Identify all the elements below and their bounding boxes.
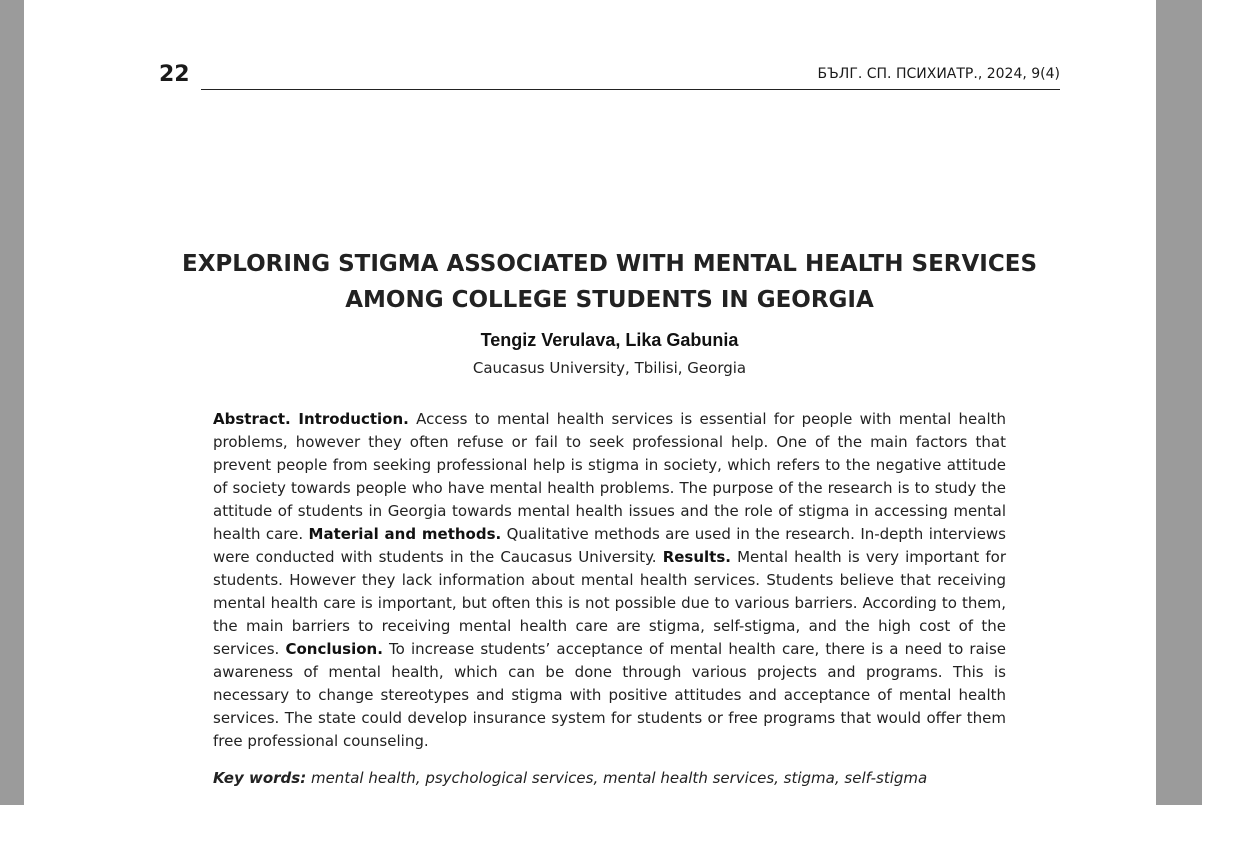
- document-page: [24, 0, 1156, 805]
- abstract-methods-label: Material and methods.: [308, 525, 502, 543]
- article-affiliation: Caucasus University, Tbilisi, Georgia: [472, 359, 747, 377]
- header-rule: [201, 89, 1060, 90]
- article-authors: Tengiz Verulava, Lika Gabunia: [480, 330, 739, 350]
- abstract-results-label: Results.: [662, 548, 731, 566]
- abstract-conclusion-text: To increase students’ acceptance of mental health care, there is a need to raise awareness of mental health, which can be done through various projects and programs. This is necessary to change stereotypes and stigma with positive attitudes and acceptance of mental health services. The state could develop insurance system for students or free programs that would offer them free professional counseling.: [213, 640, 1006, 750]
- abstract-paragraph: [213, 408, 1006, 753]
- keywords-line: [213, 767, 1006, 790]
- article-title: [174, 246, 1045, 318]
- keywords-text: mental health, psychological services, mental health services, stigma, self-stigma: [306, 769, 928, 787]
- journal-running-head: БЪЛГ. СП. ПСИХИАТР., 2024, 9(4): [817, 66, 1060, 82]
- abstract-intro-label: Abstract. Introduction.: [213, 410, 409, 428]
- abstract-intro-text: Access to mental health services is essential for people with mental health problems, however they often refuse or fail to seek professional help. One of the main factors that prevent people from seeking professional help is stigma in society, which refers to the negative attitude of society towards people who have mental health problems. The purpose of the research is to study the attitude of students in Georgia towards mental health issues and the role of stigma in accessing mental health care.: [213, 410, 1007, 543]
- abstract-methods-text: Qualitative methods are used in the research. In-depth interviews were conducted with students in the Caucasus University.: [213, 525, 1007, 566]
- abstract-results-text: Mental health is very important for students. However they lack information about mental health services. Students believe that receiving mental health care is important, but often this is not possible due to various barriers. According to them, the main barriers to receiving mental health care are stigma, self-stigma, and the high cost of the services.: [213, 548, 1006, 658]
- keywords-label: Key words:: [213, 769, 307, 787]
- page-number: 22: [159, 62, 190, 87]
- title-line-1: EXPLORING STIGMA ASSOCIATED WITH MENTAL HEALTH SERVICES: [181, 251, 1038, 277]
- abstract-conclusion-label: Conclusion.: [285, 640, 383, 658]
- title-line-2: AMONG COLLEGE STUDENTS IN GEORGIA: [345, 287, 874, 313]
